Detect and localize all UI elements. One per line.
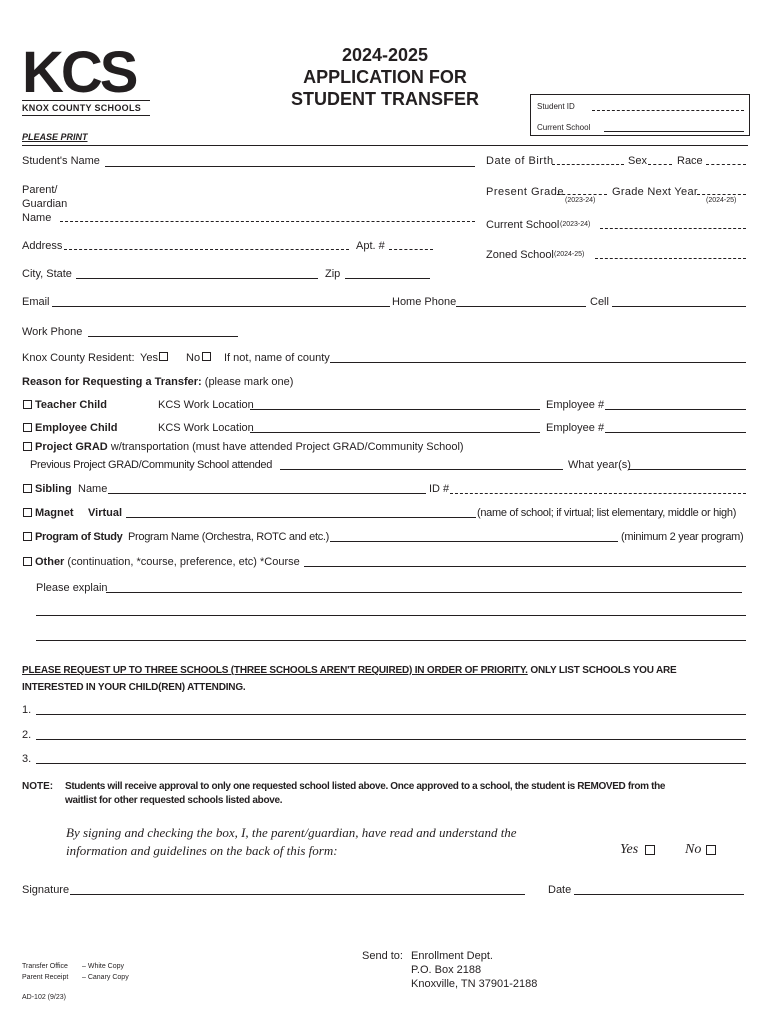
instruction-underlined: PLEASE REQUEST UP TO THREE SCHOOLS (THREE SCHOOLS AREN'T REQUIRED) IN ORDER OF PRIORITY. [22,665,528,676]
program-of-study-label: Program of Study [35,531,123,543]
other-label: Other [35,556,65,568]
address-field[interactable] [64,249,349,250]
instruction-rest: ONLY LIST SCHOOLS YOU ARE [530,665,677,676]
title-line3: STUDENT TRANSFER [291,89,479,109]
current-school-field[interactable] [600,228,746,229]
grade-next-year-label: Grade Next Year [612,186,698,198]
what-years-field[interactable] [628,469,746,470]
teacher-child-label: Teacher Child [35,399,107,411]
race-label: Race [677,155,703,167]
signing-statement-line-2: information and guidelines on the back of this form: [66,843,338,858]
teacher-work-location-label: KCS Work Location [158,399,254,411]
employee-child-checkbox[interactable] [23,423,32,432]
program-name-label: Program Name (Orchestra, ROTC and etc.) [128,531,330,543]
note-label: NOTE: [22,781,54,792]
student-name-field[interactable] [105,166,475,167]
school-choice-2-field[interactable] [36,739,746,740]
course-field[interactable] [304,566,746,567]
send-to-address-3: Knoxville, TN 37901-2188 [411,978,538,990]
teacher-work-location-field[interactable] [250,409,540,410]
home-phone-label: Home Phone [392,296,457,308]
agree-no-label: No [685,842,702,857]
address-label: Address [22,240,63,252]
employee-employee-no-field[interactable] [605,432,746,433]
zip-field[interactable] [345,278,430,279]
resident-yes-label: Yes [140,352,158,364]
name-label: Name [22,212,52,224]
parent-receipt-label: Parent Receipt [22,974,69,981]
zoned-school-field[interactable] [595,258,746,259]
reason-heading-note: (please mark one) [204,376,294,388]
current-school-year: (2023-24) [560,221,591,228]
zip-label: Zip [325,268,341,280]
what-years-label: What year(s) [568,459,631,471]
city-state-field[interactable] [76,278,318,279]
dob-label: Date of Birth [486,155,554,167]
student-id-field[interactable] [592,110,744,111]
form-code: AD-102 (9/23) [22,994,66,1001]
signing-statement-line-1: By signing and checking the box, I, the parent/guardian, have read and understand the [66,825,517,840]
sibling-name-field[interactable] [108,493,426,494]
present-grade-year: (2023-24) [565,197,596,204]
school-choice-2-number: 2. [22,729,32,741]
please-print: PLEASE PRINT [22,132,88,142]
grade-next-year-year: (2024-25) [706,197,737,204]
date-label: Date [548,884,572,896]
email-label: Email [22,296,50,308]
work-phone-field[interactable] [88,336,238,337]
send-to-address-2: P.O. Box 2188 [411,964,482,976]
dob-field[interactable] [552,164,624,165]
transfer-office-label: Transfer Office [22,963,68,970]
note-line-2: waitlist for other requested schools listed above. [65,795,283,806]
magnet-school-field[interactable] [126,517,476,518]
please-explain-label: Please explain [36,582,108,594]
kcs-logo: KCS [22,40,136,105]
present-grade-label: Present Grade [486,186,565,198]
send-to-label: Send to: [362,950,403,962]
office-current-school-field[interactable] [604,131,744,132]
form-title [270,44,500,110]
zoned-school-year: (2024-25) [554,251,585,258]
sex-label: Sex [628,155,647,167]
parent-label: Parent/ [22,184,58,196]
virtual-label: Virtual [88,507,123,519]
agree-no-checkbox[interactable] [706,845,716,855]
school-choice-1-field[interactable] [36,714,746,715]
program-name-field[interactable] [330,541,618,542]
city-state-label: City, State [22,268,72,280]
logo-rule-top [22,100,150,101]
school-request-instruction [22,662,748,696]
explain-field-1[interactable] [106,592,742,593]
student-name-label: Student's Name [22,155,100,167]
email-field[interactable] [52,306,390,307]
other-checkbox[interactable] [23,557,32,566]
logo-rule-bottom [22,115,150,116]
instruction-line-2: INTERESTED IN YOUR CHILD(REN) ATTENDING. [22,682,246,693]
resident-no-checkbox[interactable] [202,352,211,361]
note-line-1: Students will receive approval to only one requested school listed above. Once approved to a school, the student is REMOVED from the [65,781,666,792]
date-field[interactable] [574,894,744,895]
other-note: (continuation, *course, preference, etc) *Course [67,556,300,568]
send-to-address-1: Enrollment Dept. [411,950,493,962]
program-of-study-checkbox[interactable] [23,532,32,541]
office-current-school-label: Current School [537,123,591,132]
race-field[interactable] [706,164,746,165]
explain-field-2[interactable] [36,615,746,616]
grade-next-year-field[interactable] [697,194,746,195]
magnet-note: (name of school; if virtual; list elementary, middle or high) [477,507,737,519]
sibling-name-label: Name [78,483,108,495]
signature-label: Signature [22,884,70,896]
project-grad-checkbox[interactable] [23,442,32,451]
title-line2: APPLICATION FOR [303,67,467,87]
project-grad-label: Project GRAD [35,441,108,453]
resident-no-label: No [186,352,201,364]
project-grad-note: w/transportation (must have attended Project GRAD/Community School) [110,441,464,453]
reason-heading [22,376,293,388]
if-not-county-label: If not, name of county [224,352,330,364]
magnet-checkbox[interactable] [23,508,32,517]
canary-copy-label: – Canary Copy [82,974,129,981]
sex-field[interactable] [648,164,672,165]
employee-employee-no-label: Employee # [546,422,605,434]
apt-label: Apt. # [356,240,385,252]
sibling-id-label: ID # [429,483,450,495]
teacher-employee-no-field[interactable] [605,409,746,410]
magnet-label: Magnet [35,507,74,519]
previous-school-field[interactable] [280,469,563,470]
employee-child-label: Employee Child [35,422,118,434]
project-grad-row [35,441,464,453]
present-grade-field[interactable] [557,194,607,195]
other-row [35,556,300,568]
work-phone-label: Work Phone [22,326,83,338]
school-choice-3-field[interactable] [36,763,746,764]
current-school-label: Current School [486,219,560,231]
resident-yes-checkbox[interactable] [159,352,168,361]
parent-name-field[interactable] [60,221,475,222]
explain-field-3[interactable] [36,640,746,641]
sibling-id-field[interactable] [450,493,746,494]
apt-field[interactable] [389,249,433,250]
title-year: 2024-2025 [341,45,429,65]
employee-work-location-field[interactable] [250,432,540,433]
agree-yes-checkbox[interactable] [645,845,655,855]
teacher-child-checkbox[interactable] [23,400,32,409]
cell-field[interactable] [612,306,746,307]
reason-heading-text: Reason for Requesting a Transfer: [22,376,202,388]
signature-field[interactable] [70,894,525,895]
student-id-label: Student ID [537,102,575,111]
header-divider [22,145,748,146]
sibling-checkbox[interactable] [23,484,32,493]
logo-subtitle: KNOX COUNTY SCHOOLS [22,103,142,113]
instruction-line-1 [22,662,748,679]
resident-label: Knox County Resident: [22,352,135,364]
guardian-label: Guardian [22,198,68,210]
school-choice-3-number: 3. [22,753,32,765]
employee-work-location-label: KCS Work Location [158,422,254,434]
white-copy-label: – White Copy [82,963,125,970]
school-choice-1-number: 1. [22,704,32,716]
county-field[interactable] [330,362,746,363]
teacher-employee-no-label: Employee # [546,399,605,411]
zoned-school-label: Zoned School [486,249,554,261]
sibling-label: Sibling [35,483,72,495]
program-note: (minimum 2 year program) [621,531,744,543]
previous-school-label: Previous Project GRAD/Community School attended [30,459,273,471]
agree-yes-label: Yes [620,842,639,857]
home-phone-field[interactable] [456,306,586,307]
cell-label: Cell [590,296,609,308]
